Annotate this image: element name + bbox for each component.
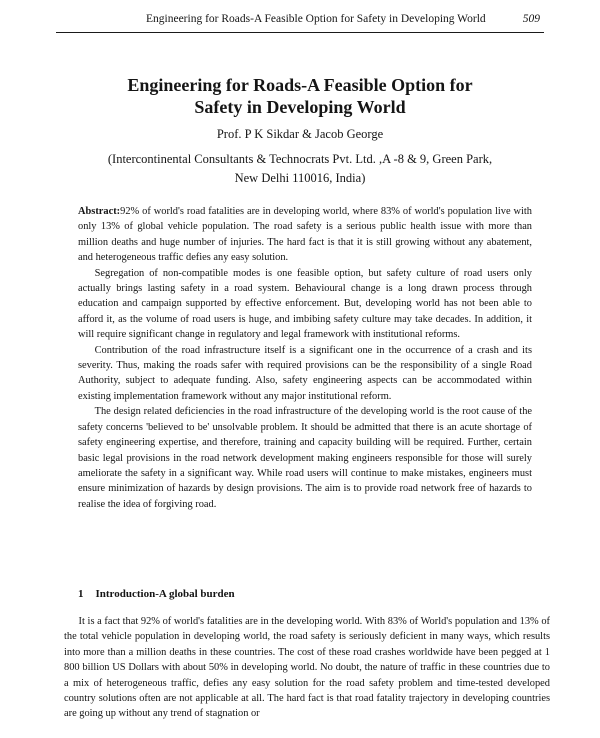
paper-title-line-1: Engineering for Roads-A Feasible Option for: [127, 75, 473, 95]
paper-authors: Prof. P K Sikdar & Jacob George: [216, 127, 384, 141]
section-body: [64, 614, 550, 722]
abstract-paragraph: Contribution of the road infrastructure itself is a significant one in the occurrence of a crash and its severity. Thus, making the roads safer with required provisions can be the responsibility of a single Road Authority, subject to adequate funding. Also, safety engineering aspects can be accommodated within existing implementation framework without any major institutional reform.: [78, 344, 532, 402]
abstract-paragraph: [78, 204, 532, 266]
abstract: [78, 204, 532, 512]
section-heading: [78, 588, 235, 600]
section-number: 1: [78, 588, 84, 600]
affiliation-line-2: New Delhi 110016, India): [234, 171, 366, 185]
section-paragraph: It is a fact that 92% of world's fatalities are in the developing world. With 83% of World's population and 13% of the total vehicle population in developing world, the road safety is seriously deficient in many ways, which results into more than a million deaths in these countries. The cost of these road crashes worldwide have been pegged at 1 800 billion US Dollars with about 50% in developing world. No doubt, the nature of traffic in these countries due to a mix of heterogeneous traffic, defies any easy solution for the road safety problem and time-tested developed country solutions often are not applicable at all. The hard fact is that road fatality trajectory in developing countries are going up without any trend of stagnation or: [64, 616, 550, 720]
running-head: [56, 10, 544, 33]
paper-title: [60, 74, 540, 118]
abstract-text: 92% of world's road fatalities are in developing world, where 83% of world's population live with only 13% of global vehicle population. The road safety is a serious public health issue with more than million deaths and huge number of injuries. The hard fact is that it is still growing without any abatement, and heterogeneous traffic defies any easy solution.: [78, 206, 532, 264]
abstract-paragraph: Segregation of non-compatible modes is one feasible option, but safety culture of road users only actually brings lasting safety in a road system. Behavioural change is a long drawn process through education and campaign supported by effective enforcement. But, developing world has not been able to afford it, as the volume of road users is huge, and imbibing safety culture may take decades. In addition, it will require significant change in regulatory and legal framework with institutional reforms.: [78, 267, 532, 341]
section-title: Introduction-A global burden: [95, 588, 235, 600]
abstract-label: Abstract:: [78, 206, 121, 217]
page-number: 509: [522, 13, 540, 25]
author-affiliation: [70, 150, 530, 188]
paper-title-line-2: Safety in Developing World: [194, 97, 406, 117]
running-head-title: Engineering for Roads-A Feasible Option for Safety in Developing World: [146, 13, 486, 25]
affiliation-line-1: (Intercontinental Consultants & Technocrats Pvt. Ltd. ,A -8 & 9, Green Park,: [107, 152, 493, 166]
abstract-paragraph: The design related deficiencies in the road infrastructure of the developing world is the root cause of the safety concerns 'believed to be' unsolvable problem. It should be admitted that there is an acute shortage of safety engineering expertise, and therefore, training and capacity building will be required. Further, certain basic legal provisions in the road network development making engineers responsible for those will surely ameliorate the safety in a significant way. While road users will continue to make mistakes, engineers must ensure minimization of hazards by design provisions. The aim is to provide road network free of hazards to realise the idea of forgiving road.: [78, 406, 532, 510]
